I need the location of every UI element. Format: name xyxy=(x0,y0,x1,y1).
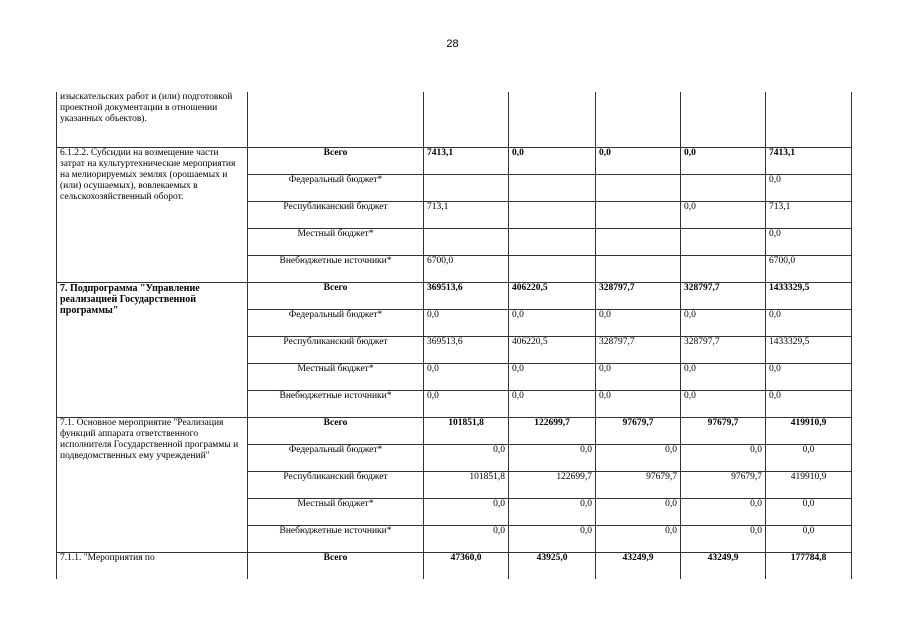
value-cell: 328797,7 xyxy=(681,336,766,363)
value-cell: 97679,7 xyxy=(681,471,766,498)
value-cell: 97679,7 xyxy=(681,417,766,444)
value-cell: 7413,1 xyxy=(766,147,852,174)
value-cell: 0,0 xyxy=(509,444,596,471)
value-cell: 0,0 xyxy=(681,498,766,525)
value-cell: 328797,7 xyxy=(681,282,766,309)
value-cell xyxy=(509,174,596,201)
value-cell xyxy=(509,255,596,282)
funding-source: Местный бюджет* xyxy=(248,363,424,390)
value-cell: 0,0 xyxy=(596,147,681,174)
value-cell xyxy=(424,228,509,255)
empty-cell xyxy=(766,92,852,147)
value-cell: 0,0 xyxy=(766,174,852,201)
value-cell: 369513,6 xyxy=(424,336,509,363)
value-cell xyxy=(596,228,681,255)
value-cell: 0,0 xyxy=(596,498,681,525)
value-cell xyxy=(681,174,766,201)
value-cell: 1433329,5 xyxy=(766,336,852,363)
value-cell: 406220,5 xyxy=(509,282,596,309)
value-cell: 97679,7 xyxy=(596,417,681,444)
page-number: 28 xyxy=(446,38,459,50)
value-cell: 419910,9 xyxy=(766,471,852,498)
empty-cell xyxy=(509,92,596,147)
funding-source-total: Всего xyxy=(248,417,424,444)
value-cell: 6700,0 xyxy=(424,255,509,282)
funding-source: Республиканский бюджет xyxy=(248,336,424,363)
value-cell: 7413,1 xyxy=(424,147,509,174)
value-cell: 97679,7 xyxy=(596,471,681,498)
value-cell: 0,0 xyxy=(509,363,596,390)
item-description: 7.1. Основное мероприятие "Реализация функций аппарата ответственного исполнителя Государственной программы и подведомственных ему учреждений" xyxy=(57,417,248,552)
value-cell: 0,0 xyxy=(509,147,596,174)
value-cell: 369513,6 xyxy=(424,282,509,309)
value-cell: 0,0 xyxy=(766,228,852,255)
empty-cell xyxy=(596,92,681,147)
value-cell: 713,1 xyxy=(766,201,852,228)
value-cell: 43249,9 xyxy=(596,552,681,579)
value-cell: 0,0 xyxy=(509,390,596,417)
empty-cell xyxy=(681,92,766,147)
funding-source: Федеральный бюджет* xyxy=(248,309,424,336)
value-cell: 328797,7 xyxy=(596,282,681,309)
value-cell: 419910,9 xyxy=(766,417,852,444)
value-cell xyxy=(596,201,681,228)
value-cell: 101851,8 xyxy=(424,417,509,444)
item-description: изыскательских работ и (или) подготовкой проектной документации в отношении указанных объектов). xyxy=(57,92,248,147)
value-cell: 0,0 xyxy=(509,525,596,552)
value-cell: 0,0 xyxy=(596,390,681,417)
value-cell: 177784,8 xyxy=(766,552,852,579)
value-cell: 0,0 xyxy=(766,390,852,417)
value-cell xyxy=(509,201,596,228)
funding-source-total: Всего xyxy=(248,552,424,579)
table-row xyxy=(57,147,852,174)
value-cell xyxy=(596,174,681,201)
funding-source: Федеральный бюджет* xyxy=(248,174,424,201)
value-cell: 0,0 xyxy=(424,444,509,471)
empty-cell xyxy=(248,92,424,147)
value-cell: 0,0 xyxy=(766,309,852,336)
value-cell: 328797,7 xyxy=(596,336,681,363)
value-cell: 0,0 xyxy=(681,309,766,336)
value-cell: 0,0 xyxy=(424,525,509,552)
value-cell: 0,0 xyxy=(681,525,766,552)
value-cell: 122699,7 xyxy=(509,417,596,444)
value-cell xyxy=(509,228,596,255)
value-cell: 0,0 xyxy=(596,444,681,471)
funding-source-total: Всего xyxy=(248,282,424,309)
value-cell: 0,0 xyxy=(596,525,681,552)
value-cell: 122699,7 xyxy=(509,471,596,498)
funding-source: Внебюджетные источники* xyxy=(248,255,424,282)
funding-source: Местный бюджет* xyxy=(248,228,424,255)
value-cell: 0,0 xyxy=(424,363,509,390)
value-cell xyxy=(424,174,509,201)
value-cell: 0,0 xyxy=(509,498,596,525)
funding-source: Республиканский бюджет xyxy=(248,471,424,498)
value-cell xyxy=(681,228,766,255)
value-cell: 0,0 xyxy=(681,201,766,228)
funding-source: Внебюджетные источники* xyxy=(248,390,424,417)
value-cell: 0,0 xyxy=(766,444,852,471)
value-cell: 0,0 xyxy=(681,363,766,390)
value-cell: 43925,0 xyxy=(509,552,596,579)
table-row xyxy=(57,92,852,147)
value-cell: 0,0 xyxy=(766,498,852,525)
table-row xyxy=(57,282,852,309)
funding-source-total: Всего xyxy=(248,147,424,174)
funding-source: Внебюджетные источники* xyxy=(248,525,424,552)
value-cell: 101851,8 xyxy=(424,471,509,498)
empty-cell xyxy=(424,92,509,147)
value-cell: 713,1 xyxy=(424,201,509,228)
value-cell: 0,0 xyxy=(424,498,509,525)
value-cell: 0,0 xyxy=(424,390,509,417)
value-cell: 43249,9 xyxy=(681,552,766,579)
item-description: 6.1.2.2. Субсидии на возмещение части затрат на культуртехнические мероприятия на мелиорируемых землях (орошаемых и (или) осушаемых), вовлекаемых в сельскохозяйственный оборот. xyxy=(57,147,248,282)
value-cell: 0,0 xyxy=(424,309,509,336)
value-cell: 0,0 xyxy=(509,309,596,336)
value-cell xyxy=(681,255,766,282)
value-cell: 1433329,5 xyxy=(766,282,852,309)
value-cell: 0,0 xyxy=(681,147,766,174)
funding-source: Республиканский бюджет xyxy=(248,201,424,228)
value-cell: 406220,5 xyxy=(509,336,596,363)
funding-source: Федеральный бюджет* xyxy=(248,444,424,471)
value-cell: 6700,0 xyxy=(766,255,852,282)
table-row xyxy=(57,552,852,579)
table-row xyxy=(57,417,852,444)
funding-source: Местный бюджет* xyxy=(248,498,424,525)
value-cell: 0,0 xyxy=(766,525,852,552)
value-cell xyxy=(596,255,681,282)
value-cell: 0,0 xyxy=(596,309,681,336)
value-cell: 0,0 xyxy=(681,390,766,417)
value-cell: 0,0 xyxy=(596,363,681,390)
item-description: 7.1.1. "Мероприятия по xyxy=(57,552,248,579)
item-description: 7. Подпрограмма "Управление реализацией Государственной программы" xyxy=(57,282,248,417)
value-cell: 0,0 xyxy=(681,444,766,471)
value-cell: 47360,0 xyxy=(424,552,509,579)
value-cell: 0,0 xyxy=(766,363,852,390)
budget-table xyxy=(56,92,852,579)
